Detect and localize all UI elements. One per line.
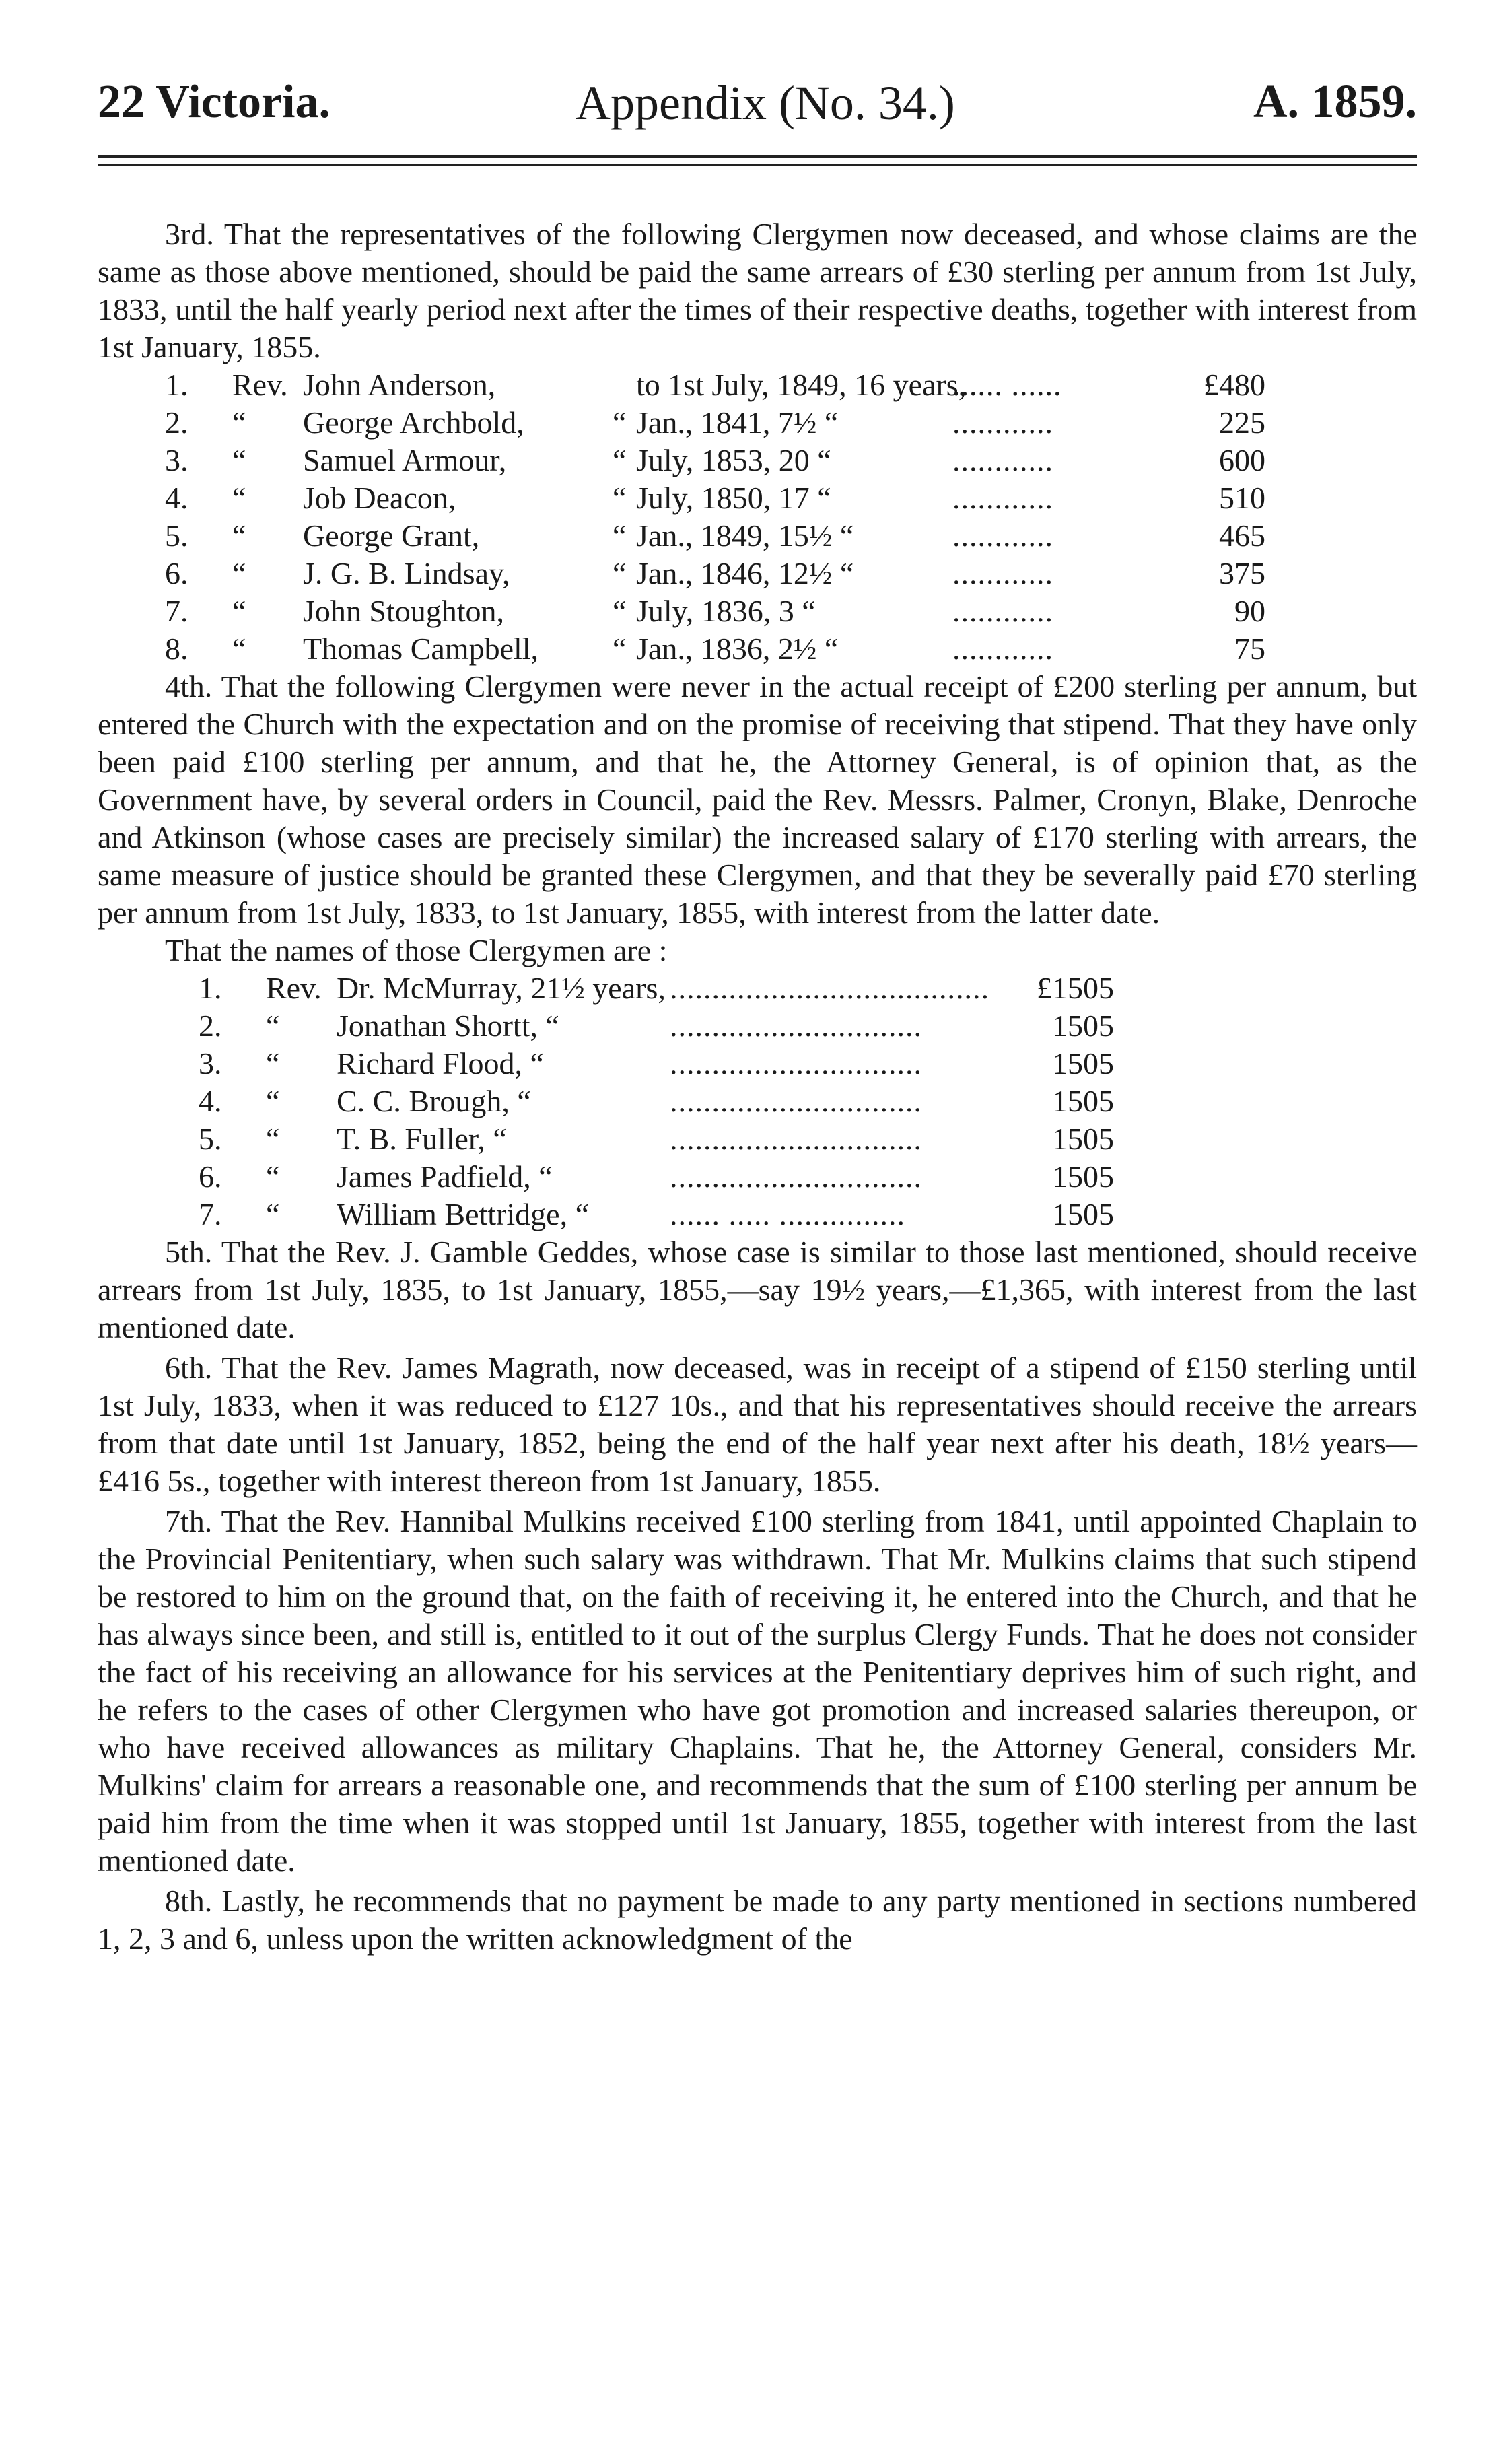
deceased-clergy-list <box>98 366 1417 668</box>
list-item: 6. “ J. G. B. Lindsay, “ Jan., 1846, 12½ “ ............ 375 <box>165 556 1265 590</box>
clergy-names-list <box>98 969 1417 1233</box>
list-item: 2. “ George Archbold, “ Jan., 1841, 7½ “ ............ 225 <box>165 405 1265 440</box>
header-year: A. 1859. <box>1253 76 1417 128</box>
header-appendix: Appendix (No. 34.) <box>576 76 955 130</box>
paragraph-6th: 6th. That the Rev. James Magrath, now deceased, was in receipt of a stipend of £150 sterling until 1st July, 1833, when it was reduced to £127 10s., and that his representatives should receive the arrears from that date until 1st January, 1852, being the end of the half year next after his death, 18½ years—£416 5s., together with interest thereon from 1st January, 1855. <box>98 1350 1417 1498</box>
list-item: 6. “ James Padfield, “ .............................. 1505 <box>199 1159 1114 1194</box>
list-item: 8. “ Thomas Campbell, “ Jan., 1836, 2½ “ ............ 75 <box>165 631 1265 666</box>
list-item: 3. “ Richard Flood, “ .............................. 1505 <box>199 1046 1114 1081</box>
header-rule-thin <box>98 164 1417 166</box>
list-item: 4. “ Job Deacon, “ July, 1850, 17 “ ............ 510 <box>165 481 1265 515</box>
list-item: 7. “ William Bettridge, “ ...... ..... ............... 1505 <box>199 1197 1114 1231</box>
page-body <box>98 215 1417 1958</box>
paragraph-5th: 5th. That the Rev. J. Gamble Geddes, whose case is similar to those last mentioned, should receive arrears from 1st July, 1835, to 1st January, 1855,—say 19½ years,—£1,365, with interest from the last mentioned date. <box>98 1235 1417 1344</box>
list-item: 1. Rev. John Anderson, to 1st July, 1849, 16 years, ...... ...... £480 <box>165 368 1265 402</box>
list-item: 2. “ Jonathan Shortt, “ .............................. 1505 <box>199 1008 1114 1043</box>
paragraph-4th: 4th. That the following Clergymen were never in the actual receipt of £200 sterling per annum, but entered the Church with the expectation and on the promise of receiving that stipend. That they have only been paid £100 sterling per annum, and that he, the Attorney General, is of opinion that, as the Government have, by several orders in Council, paid the Rev. Messrs. Palmer, Cronyn, Blake, Denroche and Atkinson (whose cases are precisely similar) the increased salary of £170 sterling with arrears, the same measure of justice should be granted these Clergymen, and that they be severally paid £70 sterling per annum from 1st July, 1833, to 1st January, 1855, with interest from the latter date. <box>98 669 1417 930</box>
list-item: 7. “ John Stoughton, “ July, 1836, 3 “ ............ 90 <box>165 594 1265 628</box>
page-header <box>98 75 1417 136</box>
names-intro: That the names of those Clergymen are : <box>165 933 668 967</box>
list-item: 3. “ Samuel Armour, “ July, 1853, 20 “ ............ 600 <box>165 443 1265 477</box>
paragraph-7th: 7th. That the Rev. Hannibal Mulkins received £100 sterling from 1841, until appointed Chaplain to the Provincial Penitentiary, when such salary was withdrawn. That Mr. Mulkins claims that such stipend be restored to him on the ground that, on the faith of receiving it, he entered into the Church, and that he has always since been, and still is, entitled to it out of the surplus Clergy Funds. That he does not consider the fact of his receiving an allowance for his services at the Penitentiary deprives him of such right, and he refers to the cases of other Clergymen who have got promotion and increased salaries thereupon, or who have received allowances as military Chaplains. That he, the Attorney General, considers Mr. Mulkins' claim for arrears a reasonable one, and recommends that the sum of £100 sterling per annum be paid him from the time when it was stopped until 1st January, 1855, together with interest from the last mentioned date. <box>98 1504 1417 1878</box>
header-rule-thick <box>98 155 1417 158</box>
paragraph-3rd: 3rd. That the representatives of the following Clergymen now deceased, and whose claims are the same as those above mentioned, should be paid the same arrears of £30 sterling per annum from 1st July, 1833, until the half yearly period next after the times of their respective deaths, together with interest from 1st January, 1855. <box>98 217 1417 364</box>
list-item: 5. “ T. B. Fuller, “ .............................. 1505 <box>199 1122 1114 1156</box>
header-session: 22 Victoria. <box>98 76 331 128</box>
list-item: 4. “ C. C. Brough, “ .............................. 1505 <box>199 1084 1114 1118</box>
paragraph-8th: 8th. Lastly, he recommends that no payment be made to any party mentioned in sections numbered 1, 2, 3 and 6, unless upon the written acknowledgment of the <box>98 1884 1417 1956</box>
list-item: 1. Rev. Dr. McMurray, 21½ years, ...................................... £1505 <box>199 971 1114 1005</box>
list-item: 5. “ George Grant, “ Jan., 1849, 15½ “ ............ 465 <box>165 518 1265 553</box>
